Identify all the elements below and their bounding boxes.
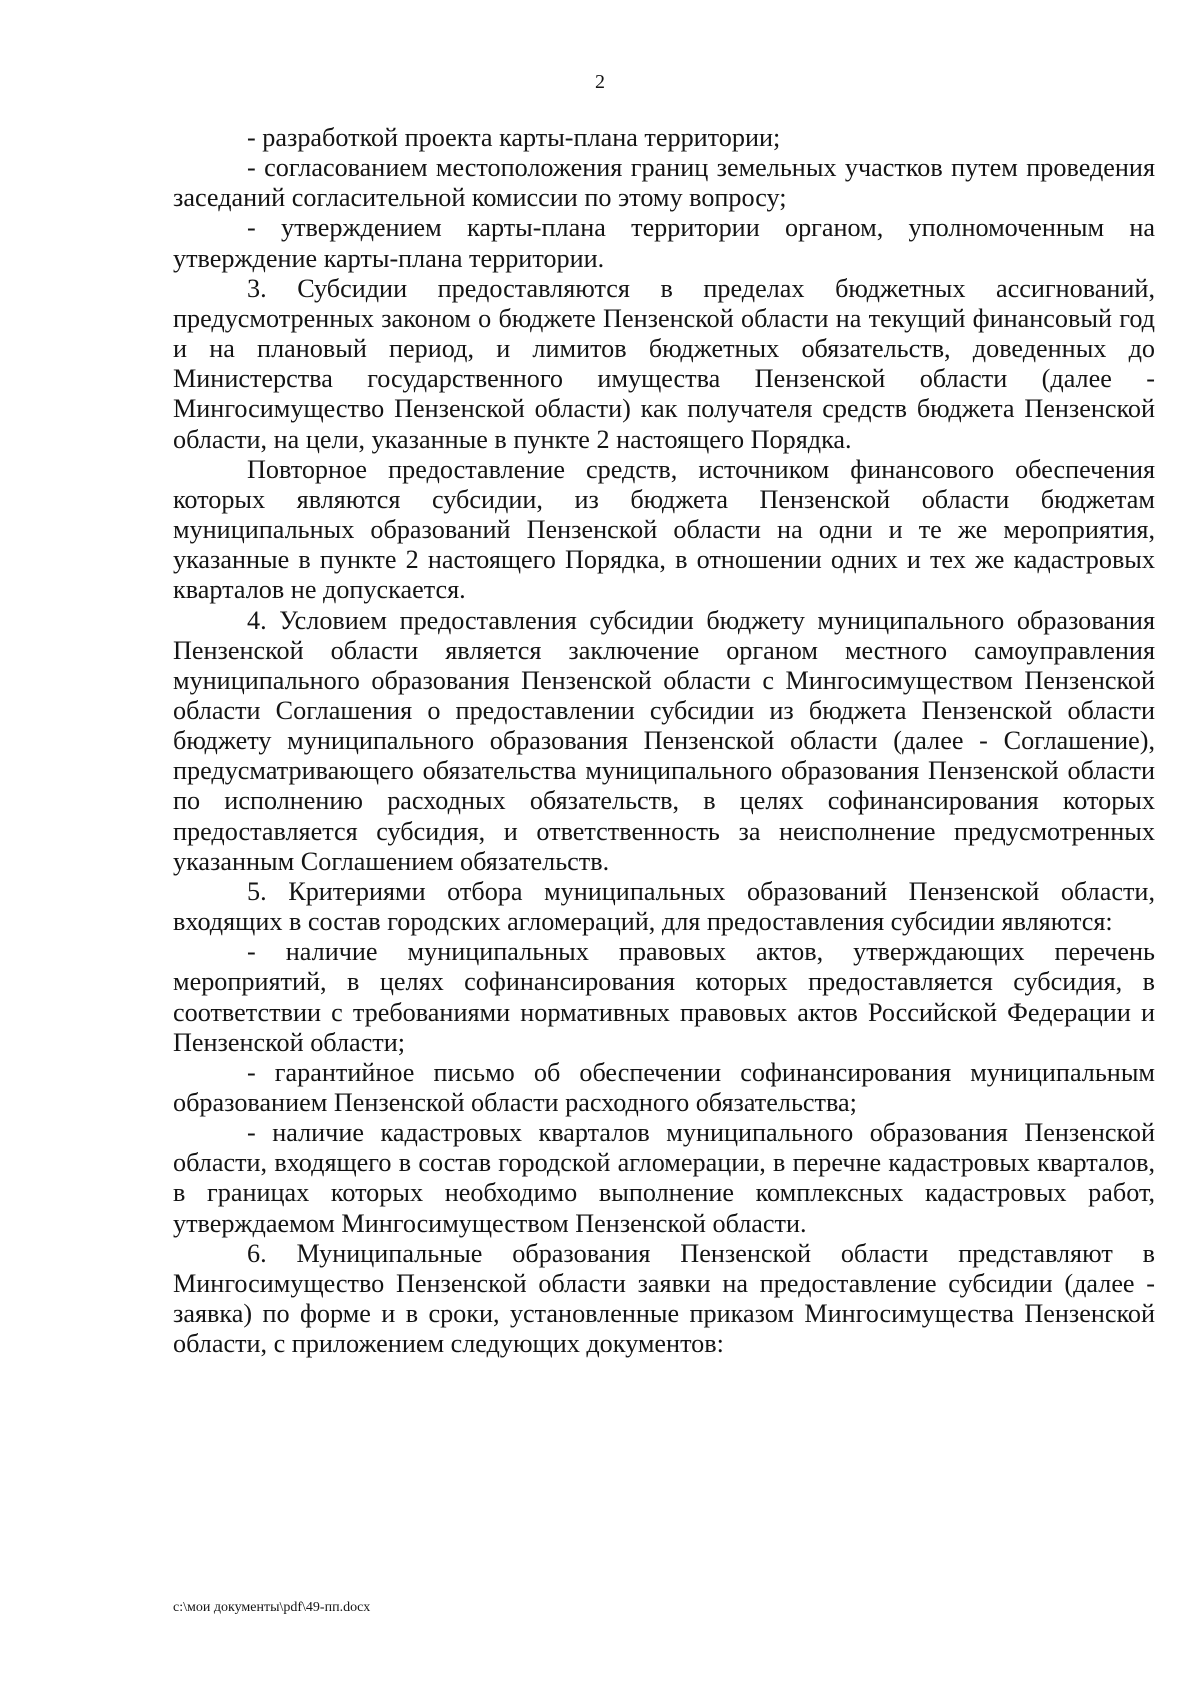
document-body [173,123,1155,1359]
paragraph-clause-3: 3. Субсидии предоставляются в пределах бюджетных ассигнований, предусмотренных законом о бюджете Пензенской области на текущий финансовый год и на плановый период, и лимитов бюджетных обязательств, доведенных до Министерства государственного имущества Пензенской области (далее - Мингосимущество Пензенской области) как получателя средств бюджета Пензенской области, на цели, указанные в пункте 2 настоящего Порядка. [173,273,1155,454]
paragraph-clause-4: 4. Условием предоставления субсидии бюджету муниципального образования Пензенской области является заключение органом местного самоуправления муниципального образования Пензенской области с Мингосимуществом Пензенской области Соглашения о предоставлении субсидии из бюджета Пензенской области бюджету муниципального образования Пензенской области (далее - Соглашение), предусматривающего обязательства муниципального образования Пензенской области по исполнению расходных обязательств, в целях софинансирования которых предоставляется субсидия, и ответственность за неисполнение предусмотренных указанным Соглашением обязательств. [173,605,1155,876]
footer-file-path: c:\мои документы\pdf\49-пп.docx [173,1600,371,1615]
paragraph-list-item: - гарантийное письмо об обеспечении софинансирования муниципальным образованием Пензенской области расходного обязательства; [173,1057,1155,1117]
paragraph-list-item: - разработкой проекта карты-плана территории; [247,123,781,152]
paragraph-list-item: - наличие кадастровых кварталов муниципального образования Пензенской области, входящего в состав городской агломерации, в перечне кадастровых кварталов, в границах которых необходимо выполнение комплексных кадастровых работ, утверждаемом Мингосимуществом Пензенской области. [173,1118,1155,1238]
paragraph-clause-6: 6. Муниципальные образования Пензенской области представляют в Мингосимущество Пензенской области заявки на предоставление субсидии (далее - заявка) по форме и в сроки, установленные приказом Мингосимущества Пензенской области, с приложением следующих документов: [173,1238,1155,1359]
paragraph-list-item: - утверждением карты-плана территории органом, уполномоченным на утверждение карты-плана территории. [173,213,1155,273]
paragraph-clause-3-continued: Повторное предоставление средств, источником финансового обеспечения которых являются субсидии, из бюджета Пензенской области бюджетам муниципальных образований Пензенской области на одни и те же мероприятия, указанные в пункте 2 настоящего Порядка, в отношении одних и тех же кадастровых кварталов не допускается. [173,454,1155,605]
page-number: 2 [595,71,605,93]
paragraph-clause-5: 5. Критериями отбора муниципальных образований Пензенской области, входящих в состав городских агломераций, для предоставления субсидии являются: [173,876,1155,937]
paragraph-list-item: - наличие муниципальных правовых актов, утверждающих перечень мероприятий, в целях софинансирования которых предоставляется субсидия, в соответствии с требованиями нормативных правовых актов Российской Федерации и Пензенской области; [173,937,1155,1057]
paragraph-list-item: - согласованием местоположения границ земельных участков путем проведения заседаний согласительной комиссии по этому вопросу; [173,153,1155,213]
